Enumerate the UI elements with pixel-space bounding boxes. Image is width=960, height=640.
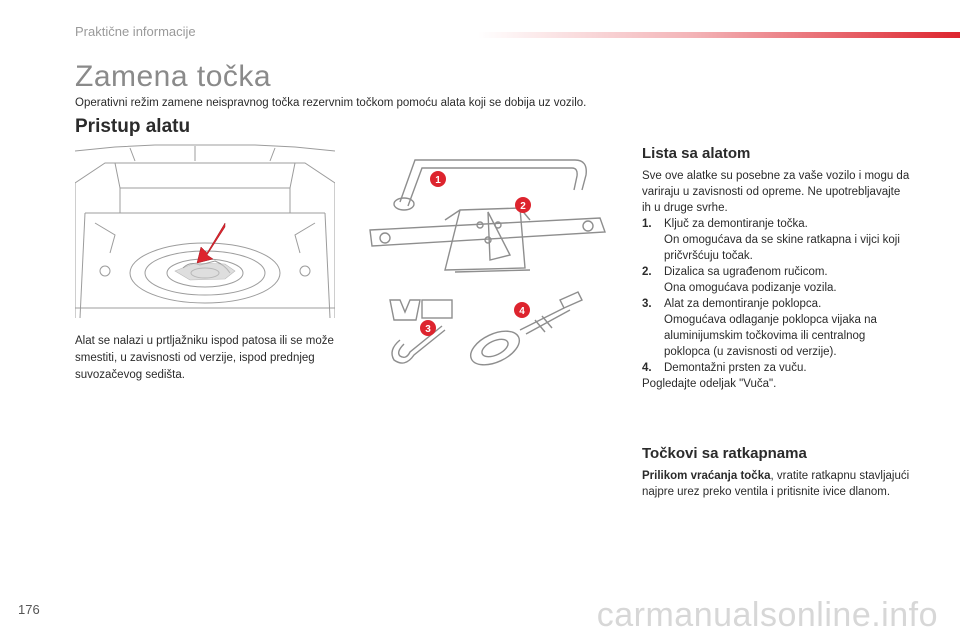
list-item-text: Ključ za demontiranje točka. [664,218,808,230]
list-item-text: Alat za demontiranje poklopca. [664,298,822,310]
list-item-detail: Omogućava odlaganje poklopca vijaka na aluminijumskim točkovima ili centralnog poklopca (u zavisnosti od verzije). [664,314,877,358]
trunk-illustration [75,143,335,318]
list-item-detail: Ona omogućava podizanje vozila. [664,282,837,294]
list-item [642,216,912,264]
lista-heading: Lista sa alatom [642,145,751,162]
list-item-number: 1. [642,218,652,230]
page-title: Zamena točka [75,60,272,93]
header-accent-bar [478,32,960,38]
pristup-heading: Pristup alatu [75,116,191,137]
watermark: carmanualsonline.info [596,596,938,634]
tool-label-3: 3 [425,324,431,335]
list-item [642,296,912,360]
lista-body [642,168,912,392]
lista-intro: Sve ove alatke su posebne za vaše vozilo i mogu da variraju u zavisnosti od opreme. Ne upotrebljavajte ih u druge svrhe. [642,170,910,214]
tool-label-2: 2 [520,201,526,212]
list-item-number: 3. [642,298,652,310]
tools-illustration [360,150,620,370]
list-item-number: 2. [642,266,652,278]
list-item-text: Dizalica sa ugrađenom ručicom. [664,266,828,278]
tool-number-markers [420,171,531,336]
tockovi-heading: Točkovi sa ratkapnama [642,445,807,462]
list-item-text: Demontažni prsten za vuču. [664,362,807,374]
tool-label-4: 4 [519,306,525,317]
tockovi-body [642,468,912,500]
list-item [642,264,912,296]
list-item-detail: On omogućava da se skine ratkapna i vijci koji pričvršćuju točak. [664,234,900,262]
intro-text: Operativni režim zamene neispravnog točka rezervnim točkom pomoću alata koji se dobija uz vozilo. [75,97,587,109]
lista-footer: Pogledajte odeljak "Vuča". [642,378,777,390]
tool-label-1: 1 [435,175,441,186]
tockovi-text: , vratite ratkapnu stavljajući najpre urez preko ventila i pritisnite ivice dlanom. [642,470,910,498]
list-item [642,360,912,376]
page-number: 176 [18,602,40,617]
list-item-number: 4. [642,362,652,374]
section-label: Praktične informacije [75,24,196,39]
pristup-caption: Alat se nalazi u prtljažniku ispod patosa ili se može smestiti, u zavisnosti od verzije, ispod prednjeg suvozačevog sedišta. [75,335,334,381]
tockovi-bold: Prilikom vraćanja točka [642,470,771,482]
